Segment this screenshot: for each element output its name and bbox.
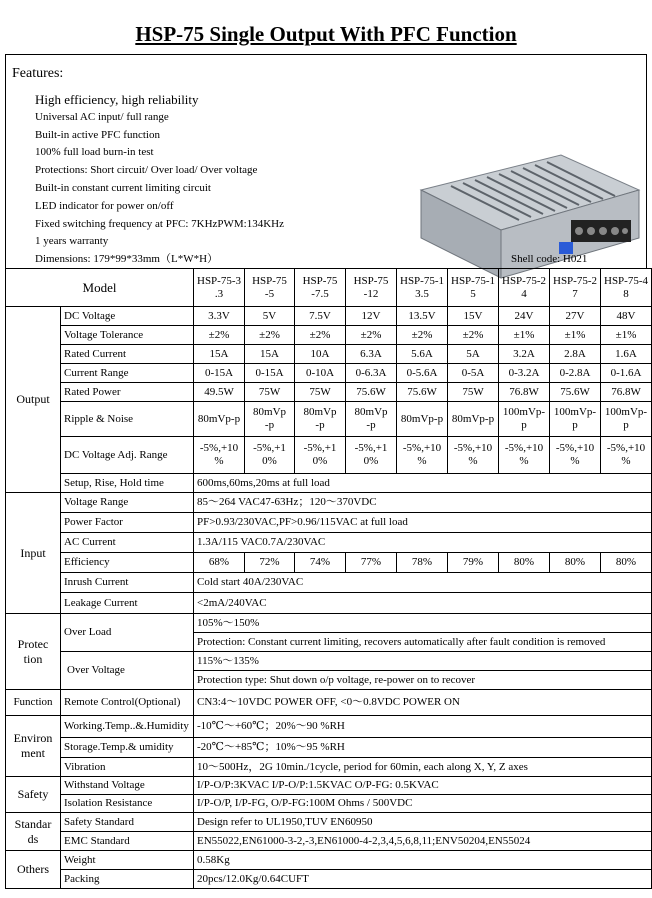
spec-value: -5%,+10 bbox=[606, 442, 646, 454]
spec-value: 80mVp-p bbox=[451, 412, 495, 425]
group-safety: Safety bbox=[6, 777, 61, 813]
param-value: <2mA/240VAC bbox=[194, 593, 652, 614]
param-label: Voltage Range bbox=[61, 493, 194, 513]
spec-value: -5%,+10 bbox=[402, 442, 442, 454]
spec-value: HSP-75-2 bbox=[553, 274, 598, 287]
spec-value: ±2% bbox=[295, 326, 346, 345]
spec-value: 75.6W bbox=[346, 383, 397, 402]
spec-value: -5%,+10 bbox=[504, 442, 544, 454]
param-value: 105%～150% bbox=[194, 614, 652, 633]
spec-value: 0-15A bbox=[245, 364, 295, 383]
spec-value: ±2% bbox=[346, 326, 397, 345]
spec-value: 2.8A bbox=[550, 345, 601, 364]
spec-value: 5 bbox=[470, 287, 476, 300]
spec-value: ment bbox=[21, 746, 45, 760]
spec-value: ±1% bbox=[550, 326, 601, 345]
param-label: Vibration bbox=[61, 758, 194, 777]
spec-value: 76.8W bbox=[499, 383, 550, 402]
spec-value: 75W bbox=[245, 383, 295, 402]
model-cell bbox=[601, 269, 652, 307]
spec-value: -p bbox=[366, 419, 376, 431]
spec-value: 6.3A bbox=[346, 345, 397, 364]
spec-value: 79% bbox=[448, 553, 499, 573]
spec-value: 0-6.3A bbox=[346, 364, 397, 383]
spec-value: 100mVp- bbox=[502, 406, 546, 418]
spec-value: 15V bbox=[448, 307, 499, 326]
spec-value: 0-3.2A bbox=[499, 364, 550, 383]
param-value: -20℃～+85℃；10%～95 %RH bbox=[194, 738, 652, 758]
group-standards bbox=[6, 813, 61, 851]
spec-value: 24V bbox=[499, 307, 550, 326]
spec-value: 80% bbox=[499, 553, 550, 573]
group-input: Input bbox=[6, 493, 61, 614]
spec-value: -7.5 bbox=[311, 287, 329, 300]
spec-value: 27V bbox=[550, 307, 601, 326]
spec-value: 100mVp- bbox=[604, 406, 648, 418]
group-environment bbox=[6, 716, 61, 777]
param-label: Rated Current bbox=[61, 345, 194, 364]
spec-value: 49.5W bbox=[194, 383, 245, 402]
param-label: Setup, Rise, Hold time bbox=[61, 474, 194, 493]
spec-value: -5%,+10 bbox=[199, 442, 239, 454]
spec-value: HSP-75 bbox=[353, 274, 389, 287]
param-label: DC Voltage bbox=[61, 307, 194, 326]
param-value: I/P-O/P:3KVAC I/P-O/P:1.5KVAC O/P-FG: 0.5KVAC bbox=[194, 777, 652, 795]
param-label: DC Voltage Adj. Range bbox=[61, 437, 194, 474]
param-value: Design refer to UL1950,TUV EN60950 bbox=[194, 813, 652, 832]
spec-value: 0-5.6A bbox=[397, 364, 448, 383]
model-cell bbox=[448, 269, 499, 307]
spec-value: 3.3V bbox=[194, 307, 245, 326]
features-list bbox=[35, 91, 284, 269]
spec-value: 15A bbox=[194, 345, 245, 364]
spec-value: tion bbox=[23, 651, 43, 666]
spec-value: 75W bbox=[448, 383, 499, 402]
spec-value: 15A bbox=[245, 345, 295, 364]
spec-value: HSP-75-4 bbox=[604, 274, 649, 287]
param-value: -10℃～+60℃；20%～90 %RH bbox=[194, 716, 652, 738]
param-value: 0.58Kg bbox=[194, 851, 652, 870]
spec-value: 68% bbox=[194, 553, 245, 573]
feature-item: Fixed switching frequency at PFC: 7KHzPWM:134KHz bbox=[35, 217, 284, 230]
spec-value: 7 bbox=[572, 287, 578, 300]
spec-value: 77% bbox=[346, 553, 397, 573]
spec-value: 0-10A bbox=[295, 364, 346, 383]
spec-value: 3.5 bbox=[415, 287, 429, 300]
param-value: 10～500Hz，2G 10min./1cycle, period for 60min, each along X, Y, Z axes bbox=[194, 758, 652, 777]
spec-value: -5%,+10 bbox=[453, 442, 493, 454]
spec-value: % bbox=[519, 455, 529, 467]
param-value: 1.3A/115 VAC0.7A/230VAC bbox=[194, 533, 652, 553]
param-value: PF>0.93/230VAC,PF>0.96/115VAC at full load bbox=[194, 513, 652, 533]
param-label: Over Load bbox=[61, 614, 194, 652]
spec-value: Standar bbox=[14, 816, 52, 831]
spec-value: 7.5V bbox=[295, 307, 346, 326]
spec-value: 80mVp-p bbox=[197, 412, 241, 425]
feature-item: 100% full load burn-in test bbox=[35, 146, 154, 159]
spec-value: 1.6A bbox=[601, 345, 652, 364]
param-label: Isolation Resistance bbox=[61, 795, 194, 813]
param-label: Remote Control(Optional) bbox=[61, 690, 194, 716]
spec-value: Environ bbox=[13, 731, 53, 745]
spec-value: -5%,+1 bbox=[303, 442, 337, 454]
spec-value: 80% bbox=[550, 553, 601, 573]
param-label: Working.Temp..&.Humidity bbox=[61, 716, 194, 738]
spec-value: 13.5V bbox=[397, 307, 448, 326]
spec-value: % bbox=[570, 455, 580, 467]
spec-value: 76.8W bbox=[601, 383, 652, 402]
spec-value: 8 bbox=[623, 287, 629, 300]
spec-value: 10A bbox=[295, 345, 346, 364]
spec-value: 100mVp- bbox=[553, 406, 597, 418]
spec-value: -5%,+10 bbox=[555, 442, 595, 454]
model-cell bbox=[245, 269, 295, 307]
model-row bbox=[6, 269, 652, 307]
param-label: EMC Standard bbox=[61, 832, 194, 851]
spec-value: ±2% bbox=[397, 326, 448, 345]
spec-value: 74% bbox=[295, 553, 346, 573]
param-label: Over Voltage bbox=[61, 652, 194, 690]
feature-item: Protections: Short circuit/ Over load/ Over voltage bbox=[35, 164, 258, 177]
param-label: Storage.Temp.& umidity bbox=[61, 738, 194, 758]
param-label: Current Range bbox=[61, 364, 194, 383]
model-cell bbox=[194, 269, 245, 307]
param-label: Inrush Current bbox=[61, 573, 194, 593]
feature-item: 1 years warranty bbox=[35, 235, 109, 248]
param-value: 85～264 VAC47-63Hz；120～370VDC bbox=[194, 493, 652, 513]
param-value: EN55022,EN61000-3-2,-3,EN61000-4-2,3,4,5,6,8,11;ENV50204,EN55024 bbox=[194, 832, 652, 851]
spec-value: -p bbox=[315, 419, 325, 431]
group-others: Others bbox=[6, 851, 61, 889]
spec-value: p bbox=[521, 419, 527, 431]
spec-value: HSP-75-3 bbox=[197, 274, 242, 287]
spec-value: HSP-75-1 bbox=[400, 274, 445, 287]
spec-value: % bbox=[621, 455, 631, 467]
spec-value: p bbox=[623, 419, 629, 431]
spec-value: p bbox=[572, 419, 578, 431]
param-label: Efficiency bbox=[61, 553, 194, 573]
feature-item: Built-in active PFC function bbox=[35, 128, 160, 141]
spec-value: 0-5A bbox=[448, 364, 499, 383]
spec-value: 80% bbox=[601, 553, 652, 573]
param-label: Weight bbox=[61, 851, 194, 870]
spec-value: 0% bbox=[262, 455, 277, 467]
param-label: AC Current bbox=[61, 533, 194, 553]
spec-value: 80mVp-p bbox=[400, 412, 444, 425]
model-cell bbox=[397, 269, 448, 307]
model-cell bbox=[499, 269, 550, 307]
param-value: Protection: Constant current limiting, recovers automatically after fault condition is removed bbox=[194, 633, 652, 652]
spec-value: % bbox=[468, 455, 478, 467]
spec-value: 80mVp bbox=[253, 406, 287, 418]
spec-value: HSP-75 bbox=[302, 274, 338, 287]
spec-table bbox=[5, 268, 652, 889]
spec-value: 75.6W bbox=[550, 383, 601, 402]
spec-value: 80mVp bbox=[303, 406, 337, 418]
spec-value: 5A bbox=[448, 345, 499, 364]
feature-item: Built-in constant current limiting circuit bbox=[35, 181, 211, 194]
spec-value: 3.2A bbox=[499, 345, 550, 364]
group-function: Function bbox=[6, 690, 61, 716]
spec-value: ±2% bbox=[194, 326, 245, 345]
shell-code: Shell code: H021 bbox=[511, 253, 588, 265]
feature-item: LED indicator for power on/off bbox=[35, 199, 174, 212]
feature-item: High efficiency, high reliability bbox=[35, 92, 199, 107]
param-value: I/P-O/P, I/P-FG, O/P-FG:100M Ohms / 500VDC bbox=[194, 795, 652, 813]
param-label: Rated Power bbox=[61, 383, 194, 402]
spec-value: 0-15A bbox=[194, 364, 245, 383]
param-value: CN3:4～10VDC POWER OFF, <0～0.8VDC POWER ON bbox=[194, 690, 652, 716]
spec-value: ±1% bbox=[601, 326, 652, 345]
spec-value: HSP-75-2 bbox=[502, 274, 547, 287]
spec-value: 0% bbox=[312, 455, 328, 467]
model-cell bbox=[550, 269, 601, 307]
spec-value: Protec bbox=[17, 636, 49, 651]
feature-item: Universal AC input/ full range bbox=[35, 110, 169, 123]
spec-value: 5V bbox=[245, 307, 295, 326]
spec-value: 12V bbox=[346, 307, 397, 326]
param-value: 115%～135% bbox=[194, 652, 652, 671]
param-label: Withstand Voltage bbox=[61, 777, 194, 795]
param-value: 600ms,60ms,20ms at full load bbox=[194, 474, 652, 493]
param-label: Ripple & Noise bbox=[61, 402, 194, 437]
spec-value: ds bbox=[27, 831, 39, 846]
spec-value: % bbox=[417, 455, 427, 467]
model-label: Model bbox=[6, 269, 194, 307]
spec-value: -5%,+1 bbox=[253, 442, 286, 454]
spec-value: HSP-75-1 bbox=[451, 274, 496, 287]
spec-value: % bbox=[214, 455, 224, 467]
feature-item: Dimensions: 179*99*33mm（L*W*H） bbox=[35, 253, 219, 266]
spec-value: 75W bbox=[295, 383, 346, 402]
spec-value: HSP-75 bbox=[252, 274, 287, 287]
features-panel bbox=[5, 54, 647, 268]
param-value: 20pcs/12.0Kg/0.64CUFT bbox=[194, 870, 652, 889]
param-label: Power Factor bbox=[61, 513, 194, 533]
param-label: Safety Standard bbox=[61, 813, 194, 832]
spec-value: ±2% bbox=[245, 326, 295, 345]
spec-value: 0-2.8A bbox=[550, 364, 601, 383]
spec-value: -5 bbox=[264, 287, 275, 300]
param-label: Voltage Tolerance bbox=[61, 326, 194, 345]
param-label: Leakage Current bbox=[61, 593, 194, 614]
spec-value: 72% bbox=[245, 553, 295, 573]
spec-value: ±1% bbox=[499, 326, 550, 345]
model-cell bbox=[346, 269, 397, 307]
model-cell bbox=[295, 269, 346, 307]
group-output: Output bbox=[6, 307, 61, 493]
param-value: Cold start 40A/230VAC bbox=[194, 573, 652, 593]
spec-value: 0-1.6A bbox=[601, 364, 652, 383]
spec-value: 80mVp bbox=[354, 406, 388, 418]
param-value: Protection type: Shut down o/p voltage, re-power on to recover bbox=[194, 671, 652, 690]
spec-value: .3 bbox=[214, 287, 224, 300]
spec-value: 5.6A bbox=[397, 345, 448, 364]
group-protection bbox=[6, 614, 61, 690]
page-title: HSP-75 Single Output With PFC Function bbox=[135, 22, 517, 46]
features-heading: Features: bbox=[12, 66, 64, 81]
spec-value: 0% bbox=[363, 455, 379, 467]
spec-value: -p bbox=[264, 419, 275, 431]
spec-value: 78% bbox=[397, 553, 448, 573]
spec-value: 75.6W bbox=[397, 383, 448, 402]
spec-value: -5%,+1 bbox=[354, 442, 388, 454]
spec-value: -12 bbox=[363, 287, 379, 300]
spec-value: ±2% bbox=[448, 326, 499, 345]
spec-value: 4 bbox=[521, 287, 527, 300]
spec-value: 48V bbox=[601, 307, 652, 326]
param-label: Packing bbox=[61, 870, 194, 889]
